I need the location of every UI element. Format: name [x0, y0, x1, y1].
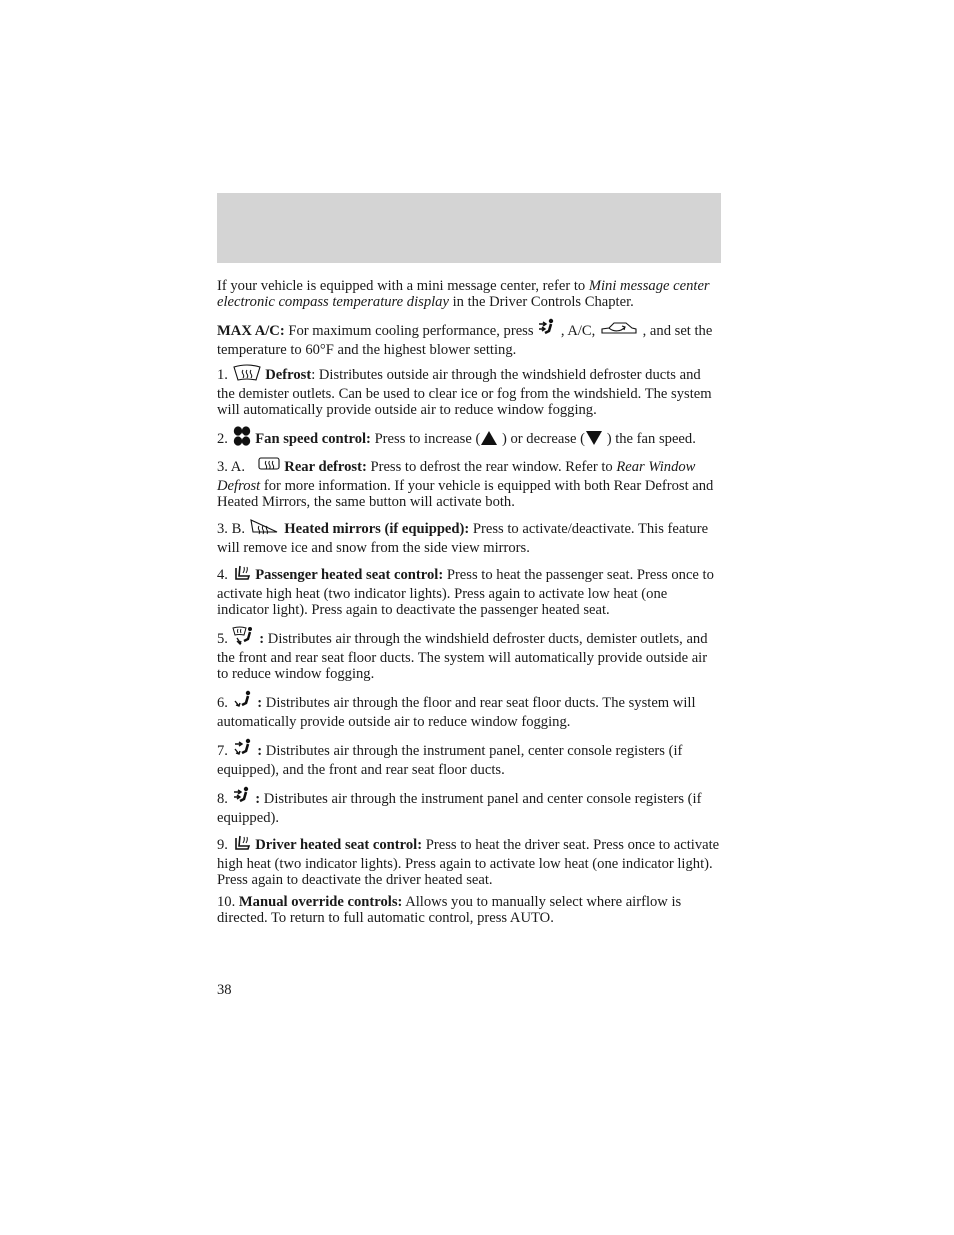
- item-3b-heated-mirrors: 3. B. Heated mirrors (if equipped): Press to activate/deactivate. This feature will remove ice and snow from the side view mirrors.: [217, 518, 722, 556]
- decrease-arrow-icon: [585, 430, 603, 450]
- max-ac-paragraph: MAX A/C: For maximum cooling performance, press , A/C, , and set the temperature to 60°F and the highest blower setting.: [217, 318, 722, 358]
- max-ac-label: MAX A/C:: [217, 323, 285, 339]
- item-5-defrost-floor-mode: 5. : Distributes air through the windshield defroster ducts, demister outlets, and the front and rear seat floor ducts. The system will automatically provide outside air to reduce window fogging.: [217, 626, 722, 682]
- item-1-defrost: 1. Defrost: Distributes outside air through the windshield defroster ducts and the demister outlets. Can be used to clear ice or fog from the windshield. The system will automatically provide outside air to reduce window fogging.: [217, 364, 722, 418]
- item-6-floor-mode: 6. : Distributes air through the floor and rear seat floor ducts. The system will automatically provide outside air to reduce window fogging.: [217, 690, 722, 730]
- intro-paragraph: If your vehicle is equipped with a mini message center, refer to Mini message center electronic compass temperature display in the Driver Controls Chapter.: [217, 278, 710, 310]
- item-10-manual-override: 10. Manual override controls: Allows you to manually select where airflow is directed. To return to full automatic control, press AUTO.: [217, 894, 682, 926]
- panel-vent-icon: [232, 786, 252, 810]
- page-content: [217, 278, 722, 926]
- rear-window-defrost-reference: Rear Window Defrost: [217, 459, 696, 494]
- panel-floor-vent-icon: [232, 738, 254, 762]
- mini-message-center-reference: Mini message center electronic compass temperature display: [217, 278, 710, 310]
- fan-icon: [232, 426, 252, 450]
- page-number: 38: [217, 982, 232, 998]
- item-3a-rear-defrost: 3. A. Rear defrost: Press to defrost the rear window. Refer to Rear Window Defrost for more information. If your vehicle is equipped with both Rear Defrost and Heated Mirrors, the same button will activate both.: [217, 456, 722, 510]
- heated-mirror-icon: [249, 518, 281, 540]
- heated-seat-icon: [232, 834, 252, 856]
- item-7-panel-floor-mode: 7. : Distributes air through the instrument panel, center console registers (if equipped), and the front and rear seat floor ducts.: [217, 738, 722, 778]
- item-2-fan-speed: 2. Fan speed control: Press to increase ( ) or decrease ( ) the fan speed.: [217, 426, 722, 450]
- rear-defrost-icon: [257, 456, 281, 478]
- floor-vent-icon: [232, 690, 254, 714]
- item-9-driver-heated-seat: 9. Driver heated seat control: Press to heat the driver seat. Press once to activate high heat (two indicator lights). Press again to activate low heat (one indicator light). Press again to deactivate the driver heated seat.: [217, 834, 722, 888]
- item-4-passenger-heated-seat: 4. Passenger heated seat control: Press to heat the passenger seat. Press once to activate high heat (two indicator lights). Press again to activate low heat (one indicator light). Press again to deactivate the passenger heated seat.: [217, 564, 722, 618]
- windshield-defrost-icon: [232, 364, 262, 386]
- item-8-panel-mode: 8. : Distributes air through the instrument panel and center console registers (if equipped).: [217, 786, 722, 826]
- panel-vent-icon: [537, 318, 557, 342]
- increase-arrow-icon: [480, 430, 498, 450]
- recirculation-car-icon: [599, 318, 639, 342]
- section-header-band: [217, 193, 721, 263]
- heated-seat-icon: [232, 564, 252, 586]
- defrost-floor-icon: [232, 626, 256, 650]
